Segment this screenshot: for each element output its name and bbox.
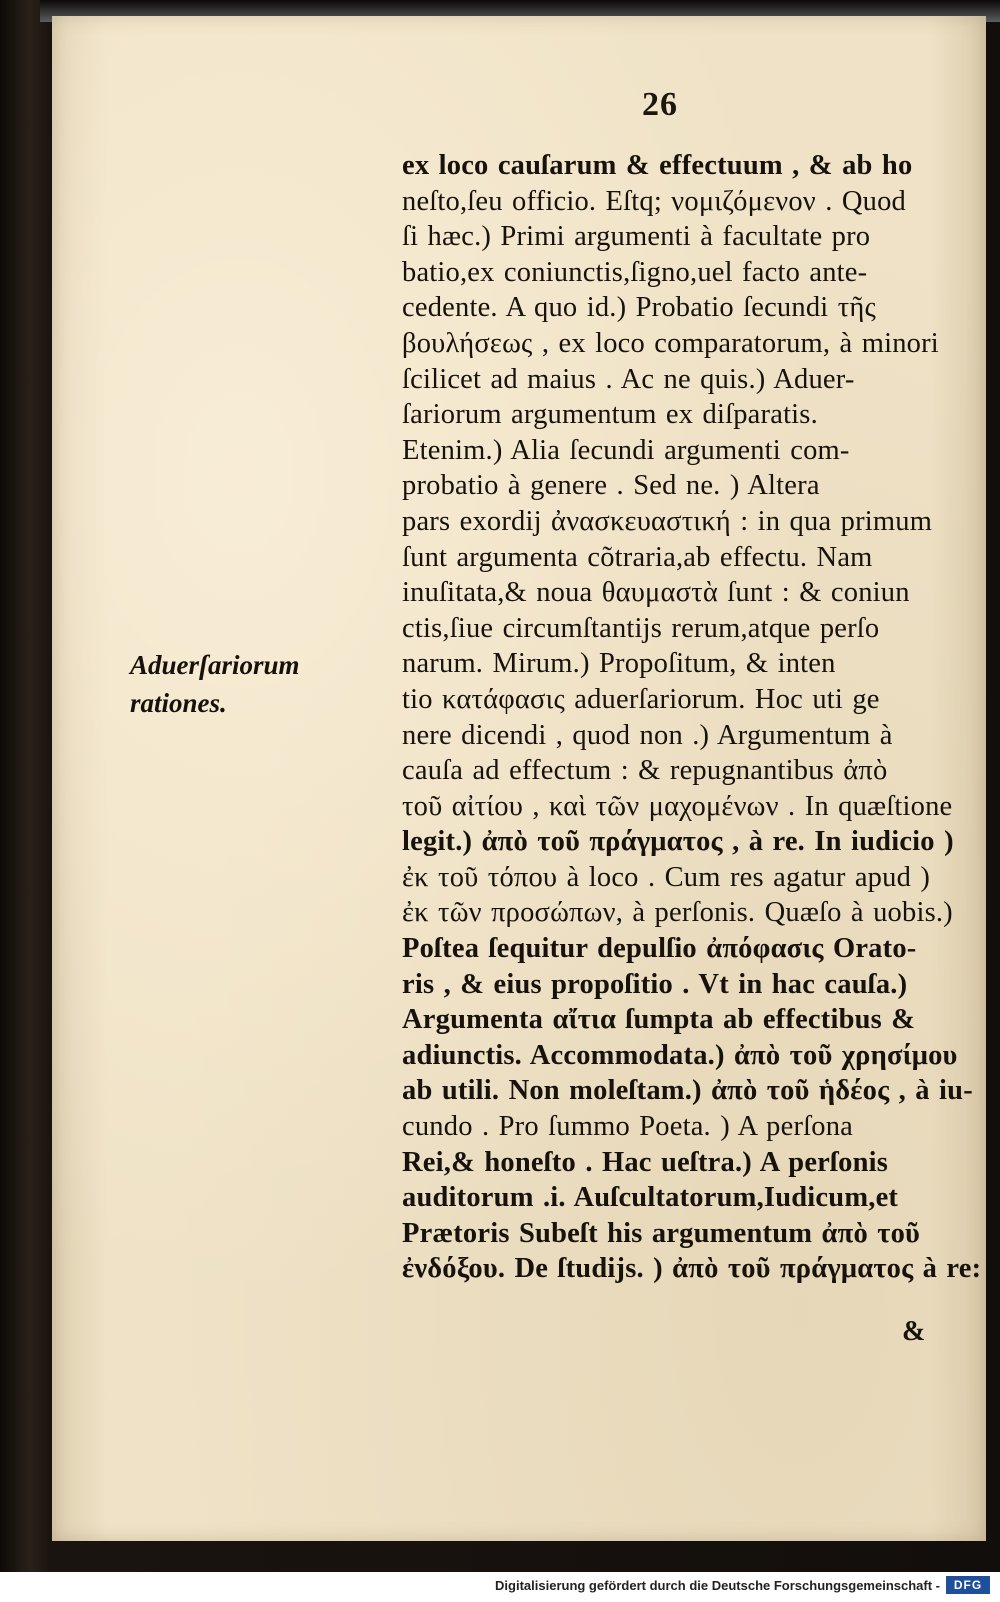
page-number: 26 [642, 86, 678, 123]
text-line: Argumenta αἴτια ſumpta ab effectibus & [402, 1004, 916, 1036]
catchword: & [902, 1316, 926, 1347]
text-line: pars exordij ἀνασκευαστική : in qua primum [402, 505, 933, 537]
text-line: ſunt argumenta cõtraria,ab effectu. Nam [402, 541, 873, 573]
margin-note-line: rationes. [130, 688, 227, 718]
text-line: batio,ex coniunctis,ſigno,uel facto ante- [402, 256, 868, 288]
text-line: ἐκ τοῦ τόπου à loco . Cum res agatur apud ) [402, 861, 931, 893]
book-page [52, 16, 986, 1541]
text-line: ctis,ſiue circumſtantijs rerum,atque perſo [402, 612, 880, 644]
text-line: ἐνδόξου. De ſtudijs. ) ἀπὸ τοῦ πράγματος à re: [402, 1253, 982, 1285]
text-line: cedente. A quo id.) Probatio ſecundi τῆς [402, 292, 876, 324]
text-line: probatio à genere . Sed ne. ) Altera [402, 470, 820, 502]
footer-credit: Digitalisierung gefördert durch die Deutsche Forschungsgemeinschaft - [495, 1578, 940, 1593]
body-text [402, 148, 1000, 1287]
text-line: βουλήσεως , ex loco comparatorum, à minori [402, 327, 939, 359]
text-line: Poſtea ſequitur depulſio ἀπόφασις Orato- [402, 933, 917, 965]
text-line: ſcilicet ad maius . Ac ne quis.) Aduer- [402, 363, 855, 395]
text-line: adiunctis. Accommodata.) ἀπὸ τοῦ χρησίμου [402, 1039, 958, 1071]
text-line: legit.) ἀπὸ τοῦ πράγματος , à re. In iudicio ) [402, 826, 954, 858]
text-line: cundo . Pro ſummo Poeta. ) A perſona [402, 1111, 854, 1143]
text-line: cauſa ad effectum : & repugnantibus ἀπὸ [402, 755, 888, 787]
dfg-logo-icon: DFG [946, 1576, 990, 1594]
text-line: Prætoris Subeſt his argumentum ἀπὸ τοῦ [402, 1217, 921, 1249]
text-line: Rei,& honeſto . Hac ueſtra.) A perſonis [402, 1146, 889, 1178]
text-line: tio κατάφασις aduerſariorum. Hoc uti ge [402, 683, 880, 715]
text-line: inuſitata,& noua θαυμαστὰ ſunt : & coniun [402, 577, 910, 609]
text-line: nere dicendi , quod non .) Argumentum à [402, 719, 893, 751]
text-line: ſariorum argumentum ex diſparatis. [402, 399, 818, 431]
text-line: ἐκ τῶν προσώπων, à perſonis. Quæſo à uobis.) [402, 897, 953, 929]
text-line: τοῦ αἰτίου , καὶ τῶν μαχομένων . In quæſtione [402, 790, 953, 822]
text-line: ſi hæc.) Primi argumenti à facultate pro [402, 221, 871, 253]
text-line: ex loco cauſarum & effectuum , & ab ho [402, 150, 913, 181]
text-line: Etenim.) Alia ſecundi argumenti com- [402, 434, 850, 466]
text-line: ris , & eius propoſitio . Vt in hac cauſa.) [402, 968, 908, 1000]
margin-note [130, 646, 390, 722]
text-line: neſto,ſeu officio. Eſtq; νομιζόμενον . Quod [402, 185, 906, 217]
text-line: auditorum .i. Auſcultatorum,Iudicum,et [402, 1182, 899, 1214]
text-line: narum. Mirum.) Propoſitum, & inten [402, 648, 836, 680]
text-line: ab utili. Non moleſtam.) ἀπὸ τοῦ ἡδέος , à iu- [402, 1075, 973, 1107]
margin-note-line: Aduerſariorum [130, 650, 300, 680]
